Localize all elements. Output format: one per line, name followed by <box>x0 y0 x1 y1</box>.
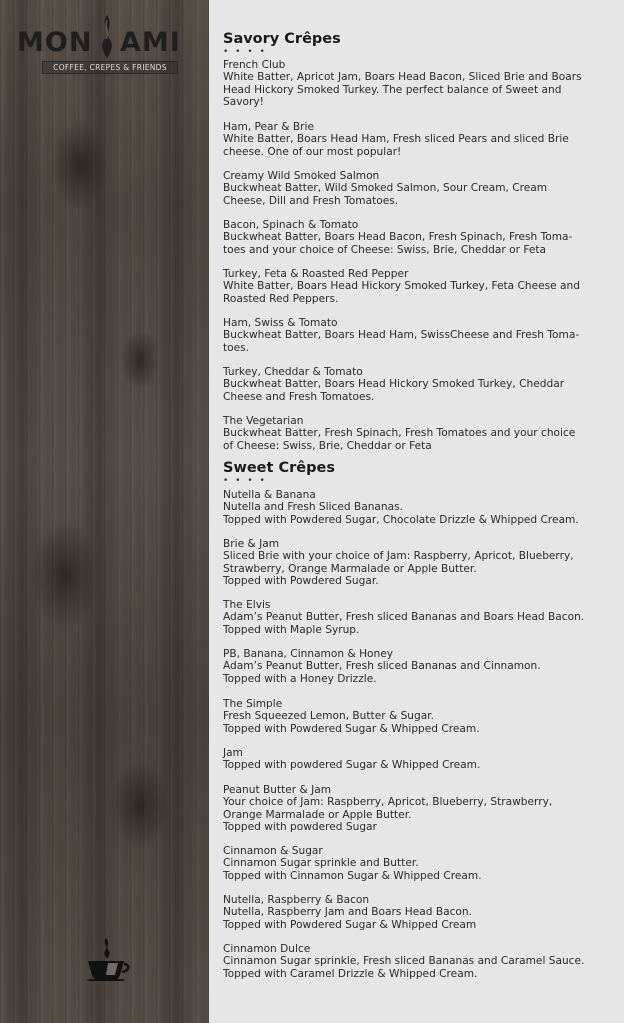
menu-item-name: Bacon, Spinach & Tomato <box>223 219 359 231</box>
menu-item <box>223 170 613 207</box>
menu-item-name: Turkey, Cheddar & Tomato <box>223 366 363 378</box>
menu-item-description: Buckwheat Batter, Boars Head Ham, SwissCheese and Fresh Toma- toes. <box>223 329 580 354</box>
sweet-section-dots: • • • • <box>223 476 267 486</box>
menu-item <box>223 599 613 636</box>
menu-item-name: Ham, Swiss & Tomato <box>223 317 338 329</box>
wood-knot <box>120 330 160 390</box>
menu-item <box>223 784 613 833</box>
wood-knot <box>110 760 170 850</box>
sweet-section-title: Sweet Crêpes <box>223 460 335 476</box>
menu-item-description: Nutella and Fresh Sliced Bananas. Topped with Powdered Sugar, Chocolate Drizzle & Whipped Cream. <box>223 501 579 526</box>
menu-item-description: Buckwheat Batter, Boars Head Bacon, Fresh Spinach, Fresh Toma- toes and your choice of Cheese: Swiss, Brie, Cheddar or Feta <box>223 231 573 256</box>
savory-section-title: Savory Crêpes <box>223 31 341 47</box>
menu-item-name: The Elvis <box>223 599 271 611</box>
menu-item-description: Your choice of Jam: Raspberry, Apricot, Blueberry, Strawberry, Orange Marmalade or Apple Butter. Topped with powdered Sugar <box>223 796 553 833</box>
menu-item <box>223 219 613 256</box>
menu-item-description: Nutella, Raspberry Jam and Boars Head Bacon. Topped with Powdered Sugar & Whipped Cream <box>223 906 477 931</box>
wood-knot <box>50 120 110 210</box>
menu-item-name: French Club <box>223 59 286 71</box>
brand-logo <box>16 14 188 76</box>
menu-item-name: Creamy Wild Smoked Salmon <box>223 170 380 182</box>
menu-item-description: White Batter, Apricot Jam, Boars Head Bacon, Sliced Brie and Boars Head Hickory Smoked Turkey. The perfect balance of Sweet and Savory! <box>223 71 582 108</box>
menu-item <box>223 415 613 452</box>
menu-item-description: Sliced Brie with your choice of Jam: Raspberry, Apricot, Blueberry, Strawberry, Orange Marmalade or Apple Butter. Topped with Powdered Sugar. <box>223 550 574 587</box>
menu-item-name: Ham, Pear & Brie <box>223 121 314 133</box>
menu-item-description: Cinnamon Sugar sprinkle, Fresh sliced Bananas and Caramel Sauce. Topped with Caramel Drizzle & Whipped Cream. <box>223 955 585 980</box>
menu-item-name: The Simple <box>223 698 283 710</box>
wood-knot <box>30 520 100 630</box>
menu-item-name: Nutella & Banana <box>223 489 316 501</box>
menu-item <box>223 648 613 685</box>
savory-section-dots: • • • • <box>223 47 267 57</box>
menu-item-description: Adam’s Peanut Butter, Fresh sliced Bananas and Boars Head Bacon. Topped with Maple Syrup. <box>223 611 585 636</box>
menu-item <box>223 747 613 772</box>
menu-item-name: Cinnamon & Sugar <box>223 845 323 857</box>
menu-item <box>223 943 613 980</box>
menu-item-name: Cinnamon Dulce <box>223 943 311 955</box>
menu-item <box>223 121 613 158</box>
logo-name-right: AMI <box>120 27 181 58</box>
menu-item-description: White Batter, Boars Head Hickory Smoked Turkey, Feta Cheese and Roasted Red Peppers. <box>223 280 580 305</box>
menu-item <box>223 845 613 882</box>
menu-item-name: PB, Banana, Cinnamon & Honey <box>223 648 394 660</box>
menu-item-description: White Batter, Boars Head Ham, Fresh sliced Pears and sliced Brie cheese. One of our most popular! <box>223 133 569 158</box>
menu-item <box>223 268 613 305</box>
menu-item-name: Nutella, Raspberry & Bacon <box>223 894 370 906</box>
coffee-cup-icon <box>84 937 130 981</box>
menu-item-description: Fresh Squeezed Lemon, Butter & Sugar. Topped with Powdered Sugar & Whipped Cream. <box>223 710 480 735</box>
menu-item <box>223 489 613 526</box>
menu-item-description: Buckwheat Batter, Fresh Spinach, Fresh Tomatoes and your choice of Cheese: Swiss, Brie, Cheddar or Feta <box>223 427 576 452</box>
menu-item-name: The Vegetarian <box>223 415 304 427</box>
menu-item-name: Turkey, Feta & Roasted Red Pepper <box>223 268 409 280</box>
menu-item <box>223 366 613 403</box>
logo-tagline: COFFEE, CREPES & FRIENDS <box>42 61 178 74</box>
wood-panel <box>0 0 209 1023</box>
menu-item <box>223 538 613 587</box>
menu-item-description: Topped with powdered Sugar & Whipped Cream. <box>223 759 481 772</box>
logo-name-left: MON <box>17 27 93 58</box>
menu-item-description: Buckwheat Batter, Boars Head Hickory Smoked Turkey, Cheddar Cheese and Fresh Tomatoes. <box>223 378 565 403</box>
menu-item-name: Brie & Jam <box>223 538 280 550</box>
coffee-bean-flame-icon <box>96 14 118 60</box>
menu-item <box>223 698 613 735</box>
menu-item <box>223 894 613 931</box>
menu-item-name: Jam <box>223 747 243 759</box>
menu-item <box>223 59 613 108</box>
menu-item-description: Adam’s Peanut Butter, Fresh sliced Bananas and Cinnamon. Topped with a Honey Drizzle. <box>223 660 541 685</box>
menu-item-name: Peanut Butter & Jam <box>223 784 332 796</box>
menu-item-description: Cinnamon Sugar sprinkle and Butter. Topped with Cinnamon Sugar & Whipped Cream. <box>223 857 482 882</box>
menu-item <box>223 317 613 354</box>
menu-item-description: Buckwheat Batter, Wild Smoked Salmon, Sour Cream, Cream Cheese, Dill and Fresh Tomatoes. <box>223 182 548 207</box>
